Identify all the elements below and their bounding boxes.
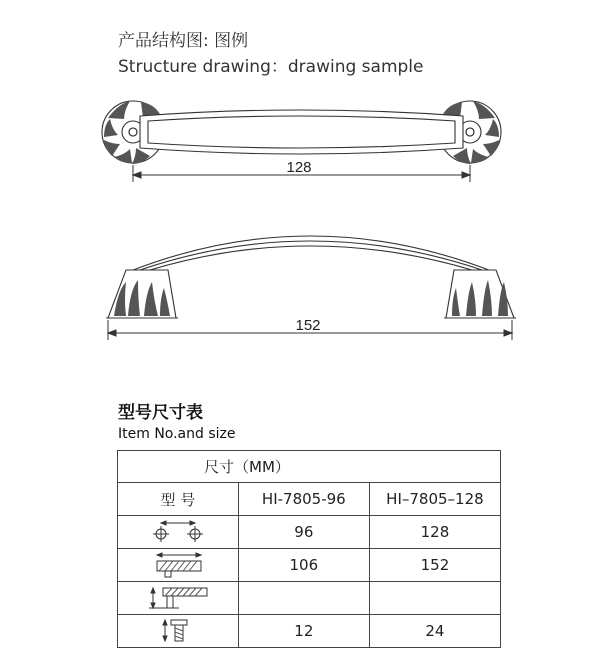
table-header: 尺寸（MM） [118,451,501,483]
overall-length-icon [118,549,239,582]
size-table-title-en: Item No.and size [118,426,236,442]
row3-value-1 [238,582,369,615]
size-table [117,450,501,648]
height-icon [118,582,239,615]
heading-cn: 产品结构图: 图例 [118,31,249,51]
size-table-title-cn: 型号尺寸表 [118,403,203,423]
table-row [118,582,501,615]
column-model-2: HI–7805–128 [369,483,500,516]
hole-spacing-icon [118,516,239,549]
dimension-label-152: 152 [295,317,321,334]
row2-value-2: 152 [369,549,500,582]
column-model-1: HI-7805-96 [238,483,369,516]
heading-en: Structure drawing：drawing sample [118,57,424,77]
row2-value-1: 106 [238,549,369,582]
table-model-row [118,483,501,516]
dimension-label-128: 128 [286,159,312,176]
row4-value-1: 12 [238,615,369,648]
handle-side-view [106,236,516,318]
handle-top-view [102,101,501,164]
model-label: 型 号 [118,483,239,516]
table-row [118,549,501,582]
table-row [118,516,501,549]
table-row [118,615,501,648]
row3-value-2 [369,582,500,615]
table-header-row [118,451,501,483]
row1-value-1: 96 [238,516,369,549]
row4-value-2: 24 [369,615,500,648]
row1-value-2: 128 [369,516,500,549]
screw-icon [118,615,239,648]
